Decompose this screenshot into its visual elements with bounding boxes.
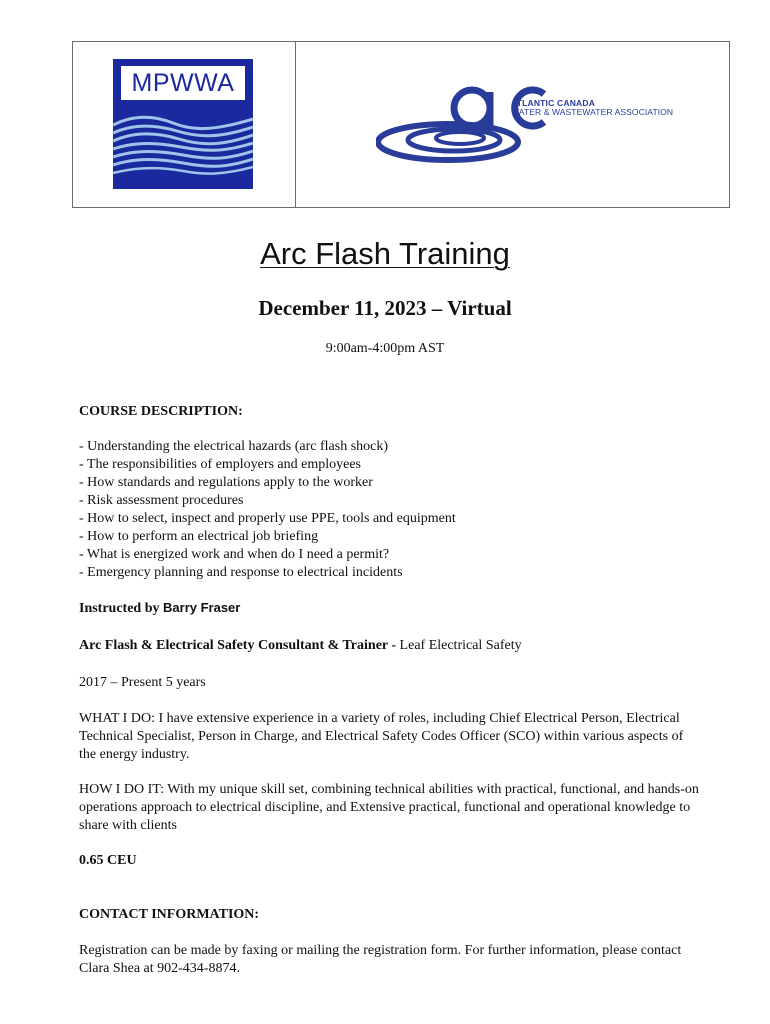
instructor-years: 2017 – Present 5 years <box>79 675 206 690</box>
list-item: - How to select, inspect and properly use PPE, tools and equipment <box>79 511 456 526</box>
mpwwa-logo-text: MPWWA <box>131 68 235 97</box>
mpwwa-logo <box>113 59 253 189</box>
event-time: 9:00am-4:00pm AST <box>325 341 445 356</box>
instructor-name: Barry Fraser <box>163 600 241 615</box>
list-item: - How to perform an electrical job briefing <box>79 529 319 544</box>
list-item: - Understanding the electrical hazards (arc flash shock) <box>79 439 389 454</box>
document-title: Arc Flash Training <box>260 236 510 271</box>
instructor-label: Instructed by <box>79 601 164 616</box>
ac-swirl-logo-icon <box>376 78 706 168</box>
logo-cell-right <box>296 42 729 207</box>
contact-text: Registration can be made by faxing or mailing the registration form. For further information, please contact Clara Shea at 902-434-8874. <box>79 943 682 976</box>
waves-icon <box>113 101 253 189</box>
list-item: - The responsibilities of employers and employees <box>79 457 362 472</box>
list-item: - Emergency planning and response to electrical incidents <box>79 565 403 580</box>
acwwa-logo-line2: WATER & WASTEWATER ASSOCIATION <box>511 107 674 117</box>
ceu-value: 0.65 CEU <box>79 853 137 868</box>
instructor-company: Leaf Electrical Safety <box>399 638 522 653</box>
list-item: - Risk assessment procedures <box>79 493 244 508</box>
logo-table <box>72 41 730 208</box>
how-i-do-it-paragraph: HOW I DO IT: With my unique skill set, combining technical abilities with practical, functional, and hands-on operations approach to electrical discipline, and Extensive practical, functional and operational knowledge to share with clients <box>79 782 699 833</box>
contact-heading: CONTACT INFORMATION: <box>79 907 260 922</box>
course-list <box>79 438 719 582</box>
logo-cell-left <box>73 42 296 207</box>
list-item: - What is energized work and when do I need a permit? <box>79 547 390 562</box>
event-date: December 11, 2023 – Virtual <box>258 296 512 320</box>
acwwa-logo-line1: ATLANTIC CANADA <box>511 98 596 108</box>
instructor-role <box>79 637 719 655</box>
course-heading: COURSE DESCRIPTION: <box>79 404 243 419</box>
instructor-line <box>79 599 719 618</box>
what-i-do-paragraph: WHAT I DO: I have extensive experience in a variety of roles, including Chief Electrical Person, Electrical Technical Specialist, Person in Charge, and Electrical Safety Codes Officer (SCO) within various aspects of the energy industry. <box>79 711 684 762</box>
list-item: - How standards and regulations apply to the worker <box>79 475 373 490</box>
instructor-role-title: Arc Flash & Electrical Safety Consultant & Trainer - <box>79 638 400 653</box>
